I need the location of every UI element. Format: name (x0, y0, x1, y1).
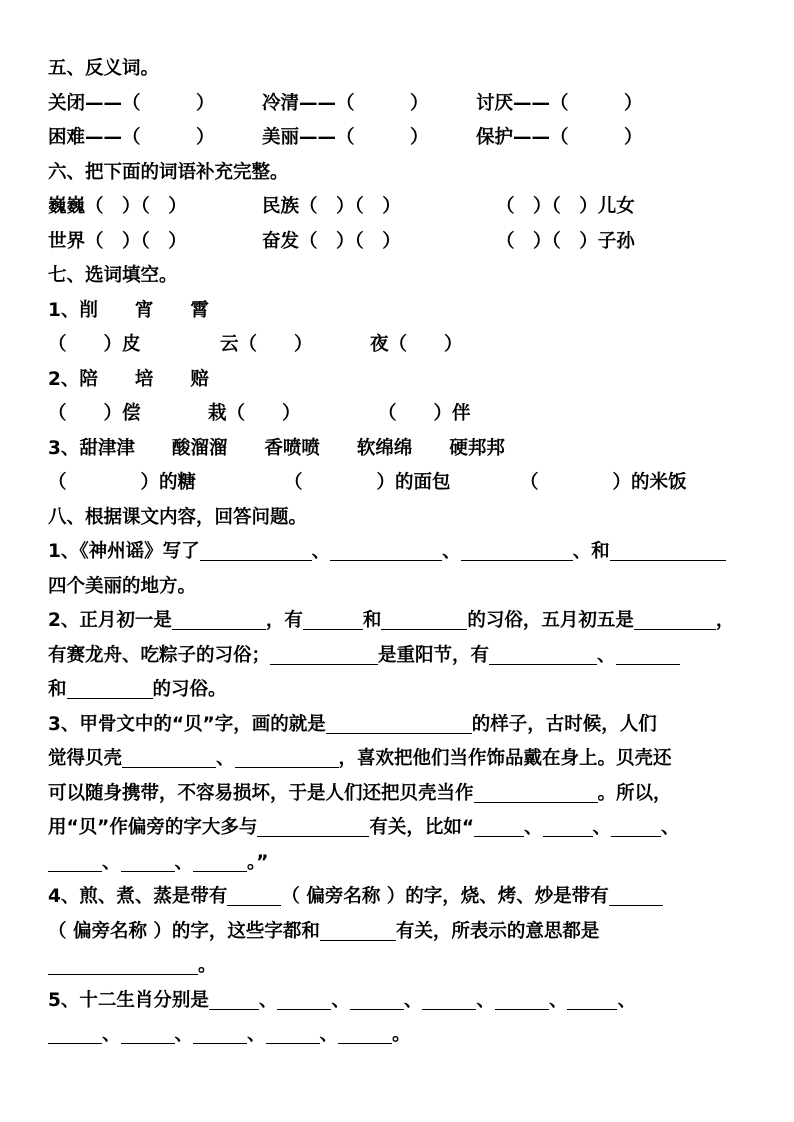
q8-3-line-4 (48, 811, 754, 846)
answer-blank[interactable] (193, 847, 247, 872)
separator: 、 (331, 989, 350, 1011)
complete-words-row-1 (48, 190, 754, 225)
separator: 、 (592, 817, 612, 838)
question-text: ， (715, 610, 735, 631)
answer-blank[interactable] (209, 985, 259, 1010)
separator: 、 (524, 817, 543, 838)
separator: 、 (319, 1024, 339, 1045)
q8-1-line-1 (48, 535, 754, 570)
q8-3-line-3 (48, 777, 754, 812)
antonym-item: 困难——（ ） (48, 127, 215, 148)
q8-5-line-1 (48, 984, 754, 1019)
answer-blank[interactable] (326, 709, 472, 734)
answer-blank[interactable] (495, 985, 549, 1010)
q8-2-line-2 (48, 639, 754, 674)
q8-4-line-3 (48, 949, 754, 984)
separator: 、 (247, 1024, 266, 1045)
antonym-item: 美丽——（ ） (262, 127, 429, 148)
option-words: 1、削 宵 霄 (48, 299, 209, 321)
answer-blank[interactable] (474, 778, 598, 803)
answer-blank[interactable] (48, 1019, 102, 1044)
question-text: 的习俗，五月初五是 (467, 610, 634, 631)
answer-blank[interactable] (489, 640, 597, 665)
fill-item: （ ）皮 (48, 334, 141, 355)
answer-blank[interactable] (611, 812, 661, 837)
question-text: （ 偏旁名称 ）的字，这些字都和 (48, 920, 320, 942)
worksheet (48, 52, 754, 1053)
fill-item: 夜（ ） (370, 334, 463, 355)
question-text: 觉得贝壳 (48, 748, 123, 769)
answer-blank[interactable] (121, 1019, 175, 1044)
q7-3-fill (48, 466, 754, 501)
q8-4-line-2 (48, 915, 754, 950)
complete-words-row-2 (48, 225, 754, 260)
heading-text: 五、反义词。 (48, 58, 160, 79)
q8-2-line-1 (48, 604, 754, 639)
q7-1-options (48, 294, 754, 329)
separator: 、 (174, 851, 194, 873)
question-text: 。所以， (597, 782, 672, 804)
answer-blank[interactable] (616, 640, 680, 665)
question-text: 用“贝”作偏旁的字大多与 (48, 817, 258, 838)
answer-blank[interactable] (422, 985, 476, 1010)
question-text: 。 (392, 1024, 411, 1045)
answer-blank[interactable] (266, 1019, 320, 1044)
fill-item: （ ）伴 (378, 403, 471, 424)
heading-text: 七、选词填空。 (48, 265, 178, 286)
question-text: 。” (247, 851, 269, 873)
word-item: 奋发（ ）（ ） (262, 230, 401, 252)
answer-blank[interactable] (67, 674, 153, 699)
q8-3-line-2 (48, 742, 754, 777)
antonym-item: 保护——（ ） (476, 127, 643, 148)
fill-item: 栽（ ） (208, 403, 301, 424)
q7-3-options (48, 432, 754, 467)
q7-2-options (48, 363, 754, 398)
section-8-heading (48, 501, 754, 536)
question-text: （ 偏旁名称 ）的字，烧、烤、炒是带有 (281, 886, 609, 907)
answer-blank[interactable] (277, 985, 331, 1010)
question-text: 、和 (572, 541, 610, 562)
question-text: 、 (311, 541, 331, 562)
question-text: 、 (597, 644, 616, 666)
question-text: 、 (216, 748, 235, 769)
answer-blank[interactable] (48, 950, 198, 975)
separator: 、 (661, 817, 680, 838)
answer-blank[interactable] (227, 881, 281, 906)
answer-blank[interactable] (350, 985, 404, 1010)
answer-blank[interactable] (270, 640, 378, 665)
question-text: ，喜欢把他们当作饰品戴在身上。贝壳还 (338, 748, 672, 769)
separator: 、 (258, 989, 278, 1011)
section-6-heading (48, 156, 754, 191)
heading-text: 六、把下面的词语补充完整。 (48, 161, 289, 183)
answer-blank[interactable] (172, 605, 266, 630)
word-item: （ ）（ ）子孙 (496, 230, 635, 252)
answer-blank[interactable] (609, 881, 663, 906)
q7-2-fill (48, 397, 754, 432)
antonym-row-2 (48, 121, 754, 156)
word-item: 民族（ ）（ ） (262, 196, 401, 217)
antonym-item: 讨厌——（ ） (476, 92, 643, 114)
answer-blank[interactable] (320, 916, 396, 941)
q8-1-line-2 (48, 570, 754, 605)
question-text: 有关，比如“ (369, 817, 474, 838)
section-5-heading (48, 52, 754, 87)
question-text: 1、《神州谣》写了 (48, 541, 200, 562)
separator: 、 (403, 989, 423, 1011)
fill-item: （ ）的面包 (284, 472, 451, 493)
fill-item: （ ）偿 (48, 403, 141, 424)
answer-blank[interactable] (122, 743, 216, 768)
fill-item: 云（ ） (220, 334, 313, 355)
answer-blank[interactable] (200, 536, 312, 561)
word-item: （ ）（ ）儿女 (496, 196, 635, 217)
answer-blank[interactable] (235, 743, 339, 768)
question-text: 、 (442, 541, 461, 562)
answer-blank[interactable] (193, 1019, 247, 1044)
word-item: 巍巍（ ）（ ） (48, 196, 187, 217)
question-text: 5、十二生肖分别是 (48, 989, 209, 1011)
question-text: 的样子，古时候，人们 (471, 713, 657, 735)
answer-blank[interactable] (474, 812, 524, 837)
separator: 、 (174, 1024, 194, 1045)
q8-4-line-1 (48, 880, 754, 915)
fill-item: （ ）的糖 (48, 472, 197, 493)
separator: 、 (617, 989, 636, 1011)
question-text: 。 (198, 955, 217, 976)
answer-blank[interactable] (338, 1019, 392, 1044)
heading-text: 八、根据课文内容，回答问题。 (48, 506, 308, 528)
q8-5-line-2 (48, 1018, 754, 1053)
q8-2-line-3 (48, 673, 754, 708)
antonym-item: 关闭——（ ） (48, 92, 215, 114)
fill-item: （ ）的米饭 (520, 472, 687, 493)
option-words: 2、陪 培 赔 (48, 368, 209, 390)
q8-3-line-5 (48, 846, 754, 881)
answer-blank[interactable] (121, 847, 175, 872)
answer-blank[interactable] (567, 985, 617, 1010)
option-words: 3、甜津津 酸溜溜 香喷喷 软绵绵 硬邦邦 (48, 437, 505, 459)
answer-blank[interactable] (48, 847, 102, 872)
question-text: 和 (362, 610, 382, 631)
question-text: 2、正月初一是 (48, 610, 172, 631)
antonym-item: 冷清——（ ） (262, 92, 429, 114)
q7-1-fill (48, 328, 754, 363)
question-text: 3、甲骨文中的“贝”字，画的就是 (48, 713, 326, 735)
question-text: 四个美丽的地方。 (48, 575, 197, 597)
answer-blank[interactable] (543, 812, 593, 837)
question-text: ，有 (265, 610, 303, 631)
question-text: 4、煎、煮、蒸是带有 (48, 886, 228, 907)
section-7-heading (48, 259, 754, 294)
answer-blank[interactable] (634, 605, 716, 630)
answer-blank[interactable] (303, 605, 363, 630)
question-text: 是重阳节，有 (378, 644, 490, 666)
question-text: 有关，所表示的意思都是 (395, 920, 600, 942)
separator: 、 (102, 851, 121, 873)
question-text: 和 (48, 679, 67, 700)
answer-blank[interactable] (381, 605, 467, 630)
question-text: 有赛龙舟、吃粽子的习俗； (48, 644, 271, 666)
separator: 、 (102, 1024, 121, 1045)
question-text: 的习俗。 (152, 679, 227, 700)
separator: 、 (548, 989, 568, 1011)
answer-blank[interactable] (330, 536, 442, 561)
antonym-row-1 (48, 87, 754, 122)
word-item: 世界（ ）（ ） (48, 230, 187, 252)
answer-blank[interactable] (461, 536, 573, 561)
question-text: 可以随身携带，不容易损坏，于是人们还把贝壳当作 (48, 782, 474, 804)
answer-blank[interactable] (610, 536, 726, 561)
separator: 、 (476, 989, 495, 1011)
answer-blank[interactable] (257, 812, 369, 837)
q8-3-line-1 (48, 708, 754, 743)
